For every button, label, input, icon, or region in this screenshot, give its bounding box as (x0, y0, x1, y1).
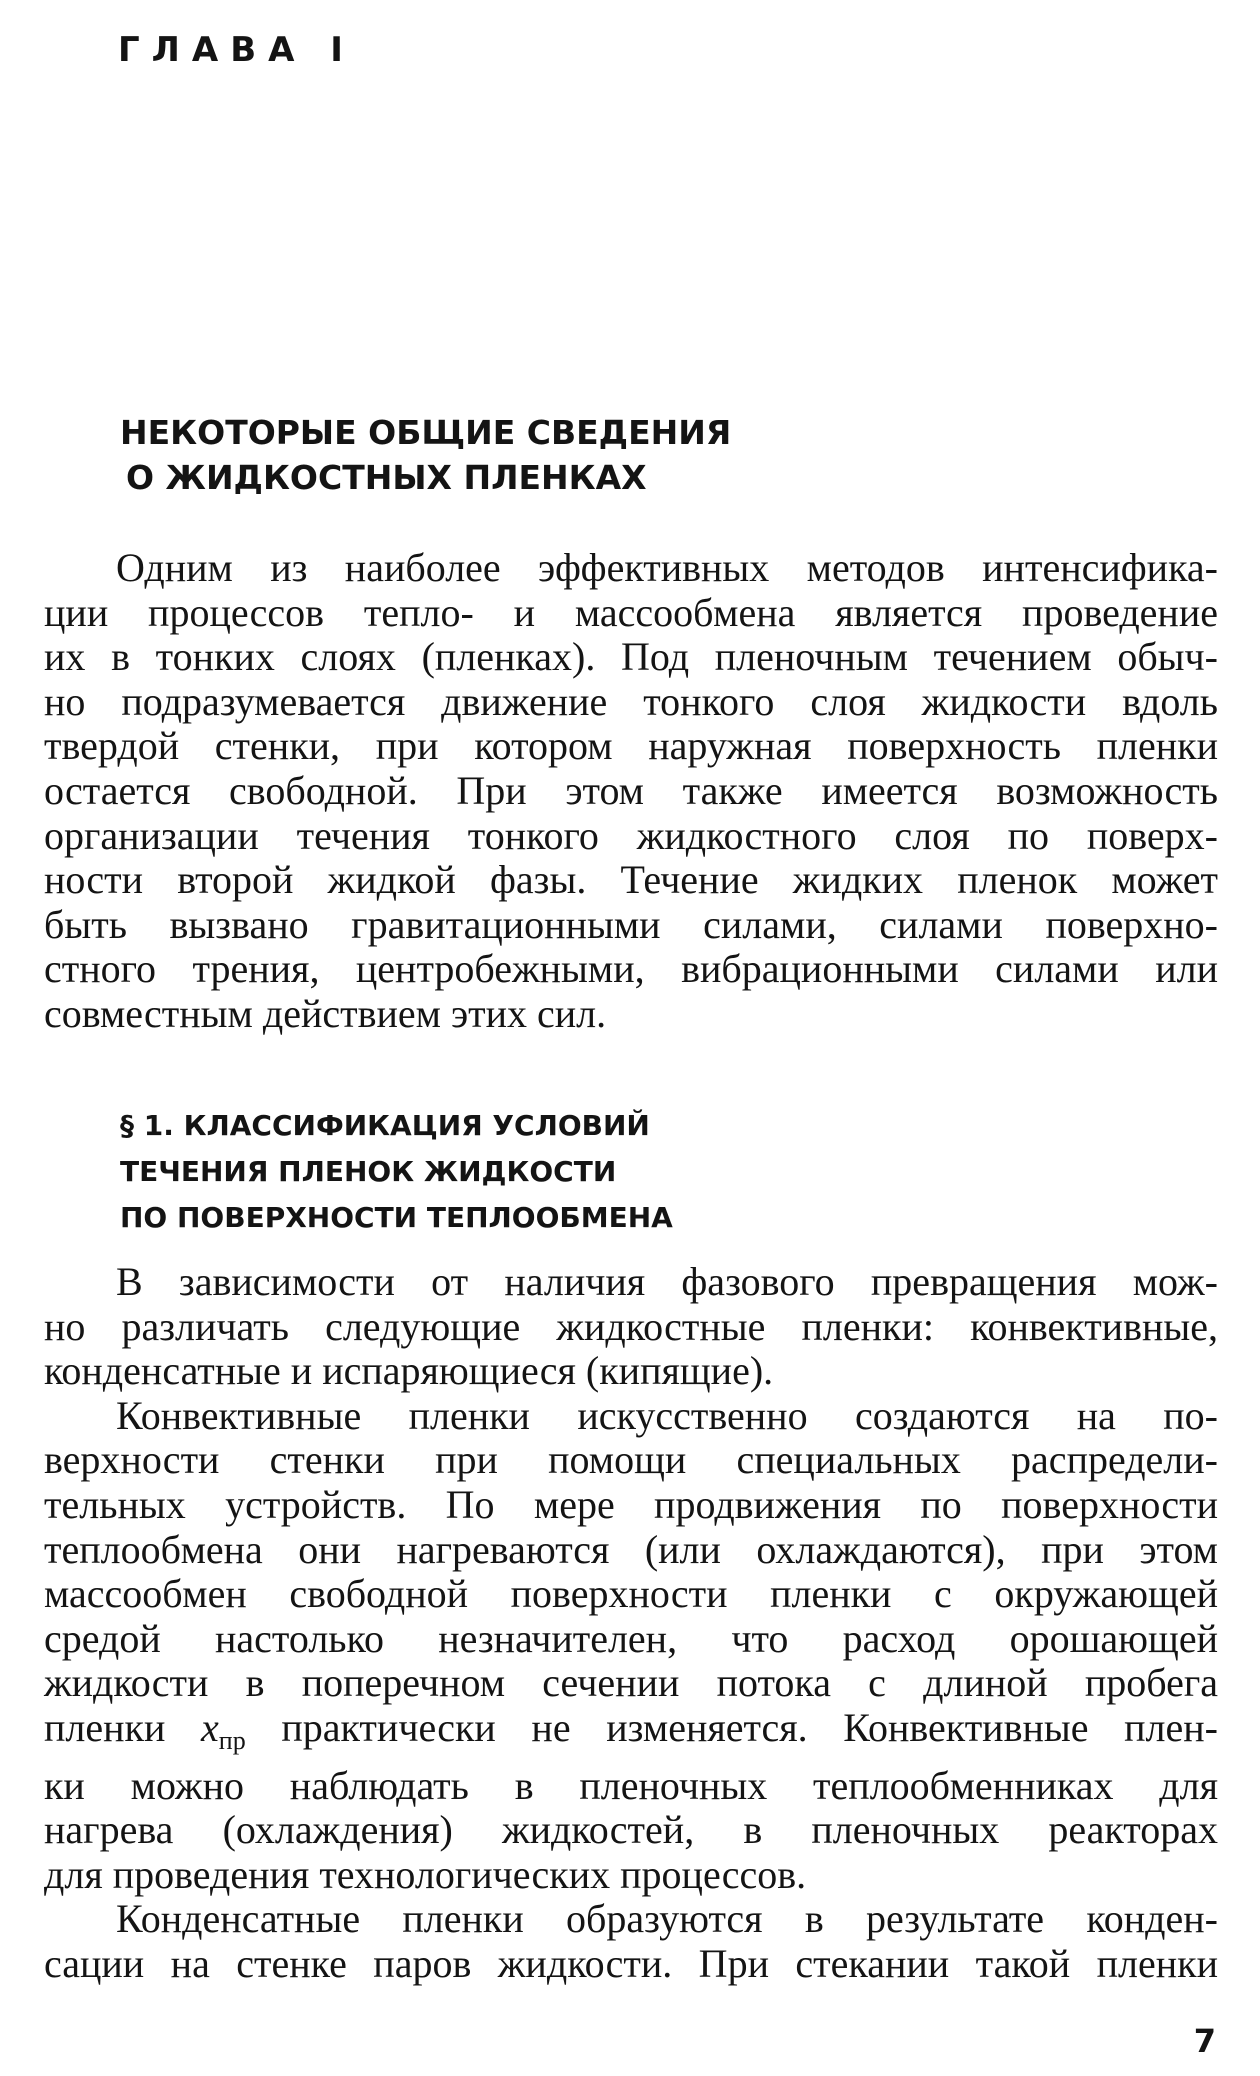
text-line: ции процессов тепло- и массообмена является проведение (44, 589, 1218, 635)
text-line: конденсатные и испаряющиеся (кипящие). (44, 1348, 774, 1394)
text-line: Конвективные пленки искусственно создаются на по- (116, 1392, 1218, 1438)
subsection-title-line: ПО ПОВЕРХНОСТИ ТЕПЛООБМЕНА (120, 1201, 673, 1234)
text-line: тельных устройств. По мере продвижения по поверхности (44, 1481, 1218, 1527)
text-line: быть вызвано гравитационными силами, силами поверхно- (44, 901, 1218, 947)
text-line: жидкости в поперечном сечении потока с длиной пробега (44, 1660, 1218, 1706)
text-line: но различать следующие жидкостные пленки: конвективные, (44, 1303, 1218, 1349)
text-line: В зависимости от наличия фазового превращения мож- (116, 1259, 1218, 1304)
formula-line (44, 1706, 1218, 1764)
intro-paragraph (44, 546, 1218, 1037)
text-line: массообмен свободной поверхности пленки с окружающей (44, 1571, 1218, 1617)
text-line: верхности стенки при помощи специальных распредели- (44, 1437, 1218, 1483)
text-line: твердой стенки, при котором наружная поверхность пленки (44, 723, 1218, 769)
formula-subscript: пр (218, 1725, 246, 1755)
text-line: ки можно наблюдать в пленочных теплообменниках для (44, 1762, 1218, 1808)
text-line: но подразумевается движение тонкого слоя жидкости вдоль (44, 678, 1218, 724)
subsection-title (120, 1103, 673, 1241)
text-line: организации течения тонкого жидкостного слоя по поверх- (44, 812, 1218, 858)
section-title-line: НЕКОТОРЫЕ ОБЩИЕ СВЕДЕНИЯ (120, 413, 732, 452)
text-line: теплообмена они нагреваются (или охлаждаются), при этом (44, 1526, 1218, 1572)
text-line: Одним из наиболее эффективных методов интенсифика- (116, 545, 1218, 590)
text-line: стного трения, центробежными, вибрационными силами или (44, 946, 1218, 992)
text-line: их в тонких слоях (пленках). Под пленочным течением обыч- (44, 634, 1218, 680)
text-line: сации на стенке паров жидкости. При стекании такой пленки (44, 1940, 1218, 1986)
text-line: Конденсатные пленки образуются в результате конден- (116, 1896, 1218, 1942)
section-title-line: О ЖИДКОСТНЫХ ПЛЕНКАХ (126, 458, 647, 497)
text-line: для проведения технологических процессов. (44, 1851, 807, 1897)
text-line: совместным действием этих сил. (44, 990, 607, 1036)
chapter-label: ГЛАВА I (118, 30, 355, 70)
text-line: нагрева (охлаждения) жидкостей, в пленочных реакторах (44, 1807, 1218, 1853)
text-line: ности второй жидкой фазы. Течение жидких пленок может (44, 857, 1218, 903)
section-title (120, 410, 731, 500)
subsection-title-line: ТЕЧЕНИЯ ПЛЕНОК ЖИДКОСТИ (120, 1155, 617, 1188)
formula-text: практически не изменяется. Конвективные плен- (245, 1704, 1218, 1750)
text-line: средой настолько незначителен, что расход орошающей (44, 1615, 1218, 1661)
formula-variable: x (201, 1704, 219, 1750)
text-line: остается свободной. При этом также имеется возможность (44, 767, 1218, 813)
page-number: 7 (1193, 2022, 1216, 2060)
subsection-title-line: § 1. КЛАССИФИКАЦИЯ УСЛОВИЙ (120, 1109, 650, 1142)
formula-text: пленки (44, 1704, 202, 1750)
body-text (44, 1260, 1218, 1987)
